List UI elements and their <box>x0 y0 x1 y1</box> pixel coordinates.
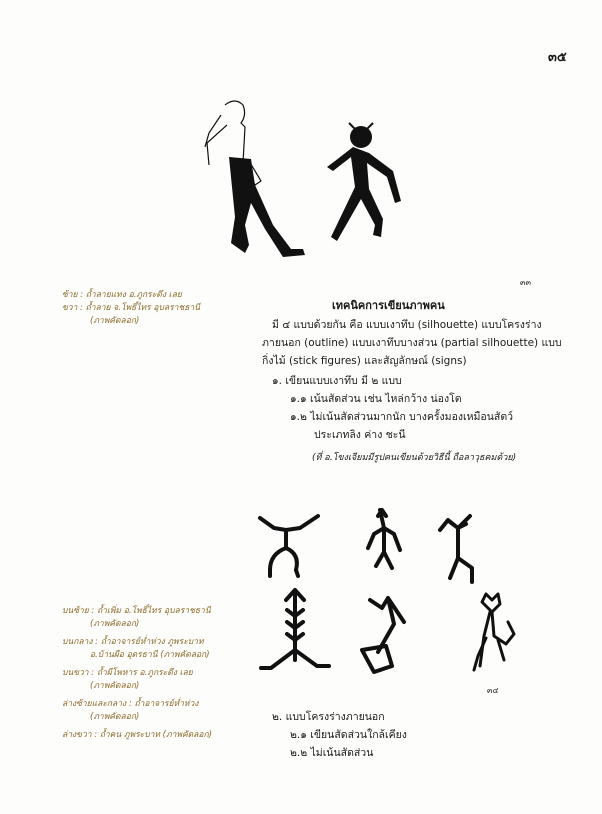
caption-line: บนกลาง : ถ้ำอาจารย์ห่ำห่วง ภูพระบาท <box>62 637 204 647</box>
text-line: ภายนอก (outline) แบบเงาทึบบางส่วน (partial silhouette) แบบ <box>262 337 562 349</box>
text-line: ๑.๒ ไม่เน้นสัดส่วนมากนัก บางครั้งมองเหมือนสัตว์ <box>290 411 514 423</box>
note-text: (ที่ อ.โขงเจียมมีรูปคนเขียนด้วยวิธีนี้ ถือลาวุธคมด้วย) <box>312 453 517 463</box>
silhouette-left <box>205 101 305 257</box>
page-number: ๓๕ <box>548 50 567 65</box>
text-line: มี ๔ แบบด้วยกัน คือ แบบเงาทึบ (silhouette) แบบโครงร่าง <box>272 319 542 331</box>
text-line: กิ่งไม้ (stick figures) และสัญลักษณ์ (signs) <box>262 355 467 367</box>
list-item-2-2: ๒.๒ ไม่เน้นสัดส่วน <box>290 747 374 759</box>
rock-art-figure-bottom <box>250 500 530 690</box>
list-item-1: ๑. เขียนแบบเงาทึบ มี ๒ แบบ <box>272 375 402 387</box>
caption-line: (ภาพคัดลอก) <box>90 316 140 326</box>
stick-figure-5 <box>362 598 404 672</box>
caption-top <box>62 289 262 328</box>
caption-line: ล่างซ้ายและกลาง : ถ้ำอาจารย์ห่ำห่วง <box>62 699 199 709</box>
caption-line: (ภาพคัดลอก) <box>90 618 140 629</box>
list-item-1-1: ๑.๑ เน้นสัดส่วน เช่น ไหล่กว้าง น่องโต <box>290 393 462 405</box>
figure-number-bottom: ๓๔ <box>487 686 499 695</box>
stick-figure-3 <box>440 516 472 582</box>
caption-line: ล่างขวา : ถ้ำคน ภูพระบาท (ภาพคัดลอก) <box>62 730 212 740</box>
caption-bottom <box>62 605 272 742</box>
caption-line: บนขวา : ถ้ำผีโพหาร อ.ภูกระดึง เลย <box>62 668 193 678</box>
caption-line: ซ้าย : ถ้ำลายแทง อ.ภูกระดึง เลย <box>62 290 182 300</box>
list-item-2-1: ๒.๑ เขียนสัดส่วนใกล้เคียง <box>290 729 407 741</box>
caption-line: อ.บ้านผือ อุดรธานี (ภาพคัดลอก) <box>90 649 210 660</box>
rock-art-figure-top <box>195 95 425 275</box>
stick-figure-1 <box>260 516 318 576</box>
silhouette-right <box>327 123 401 241</box>
text-line: ประเภทลิง ค่าง ชะนี <box>314 429 406 441</box>
list-item-2: ๒. แบบโครงร่างภายนอก <box>272 711 385 723</box>
caption-line: (ภาพคัดลอก) <box>90 680 140 691</box>
intro-paragraph <box>262 316 562 370</box>
caption-line: ขวา : ถ้ำลาย จ.โพธิ์ไทร อุบลราชธานี <box>62 303 200 313</box>
stick-figure-6 <box>474 594 514 670</box>
figure-number-top: ๓๓ <box>520 278 531 287</box>
list-item-1-2 <box>290 408 513 444</box>
section-heading: เทคนิคการเขียนภาพคน <box>332 299 445 312</box>
stick-figure-2 <box>368 510 400 568</box>
caption-line: (ภาพคัดลอก) <box>90 711 140 722</box>
caption-line: บนซ้าย : ถ้ำเพิ่ม อ.โพธิ์ไทร อุบลราชธานี <box>62 606 211 616</box>
